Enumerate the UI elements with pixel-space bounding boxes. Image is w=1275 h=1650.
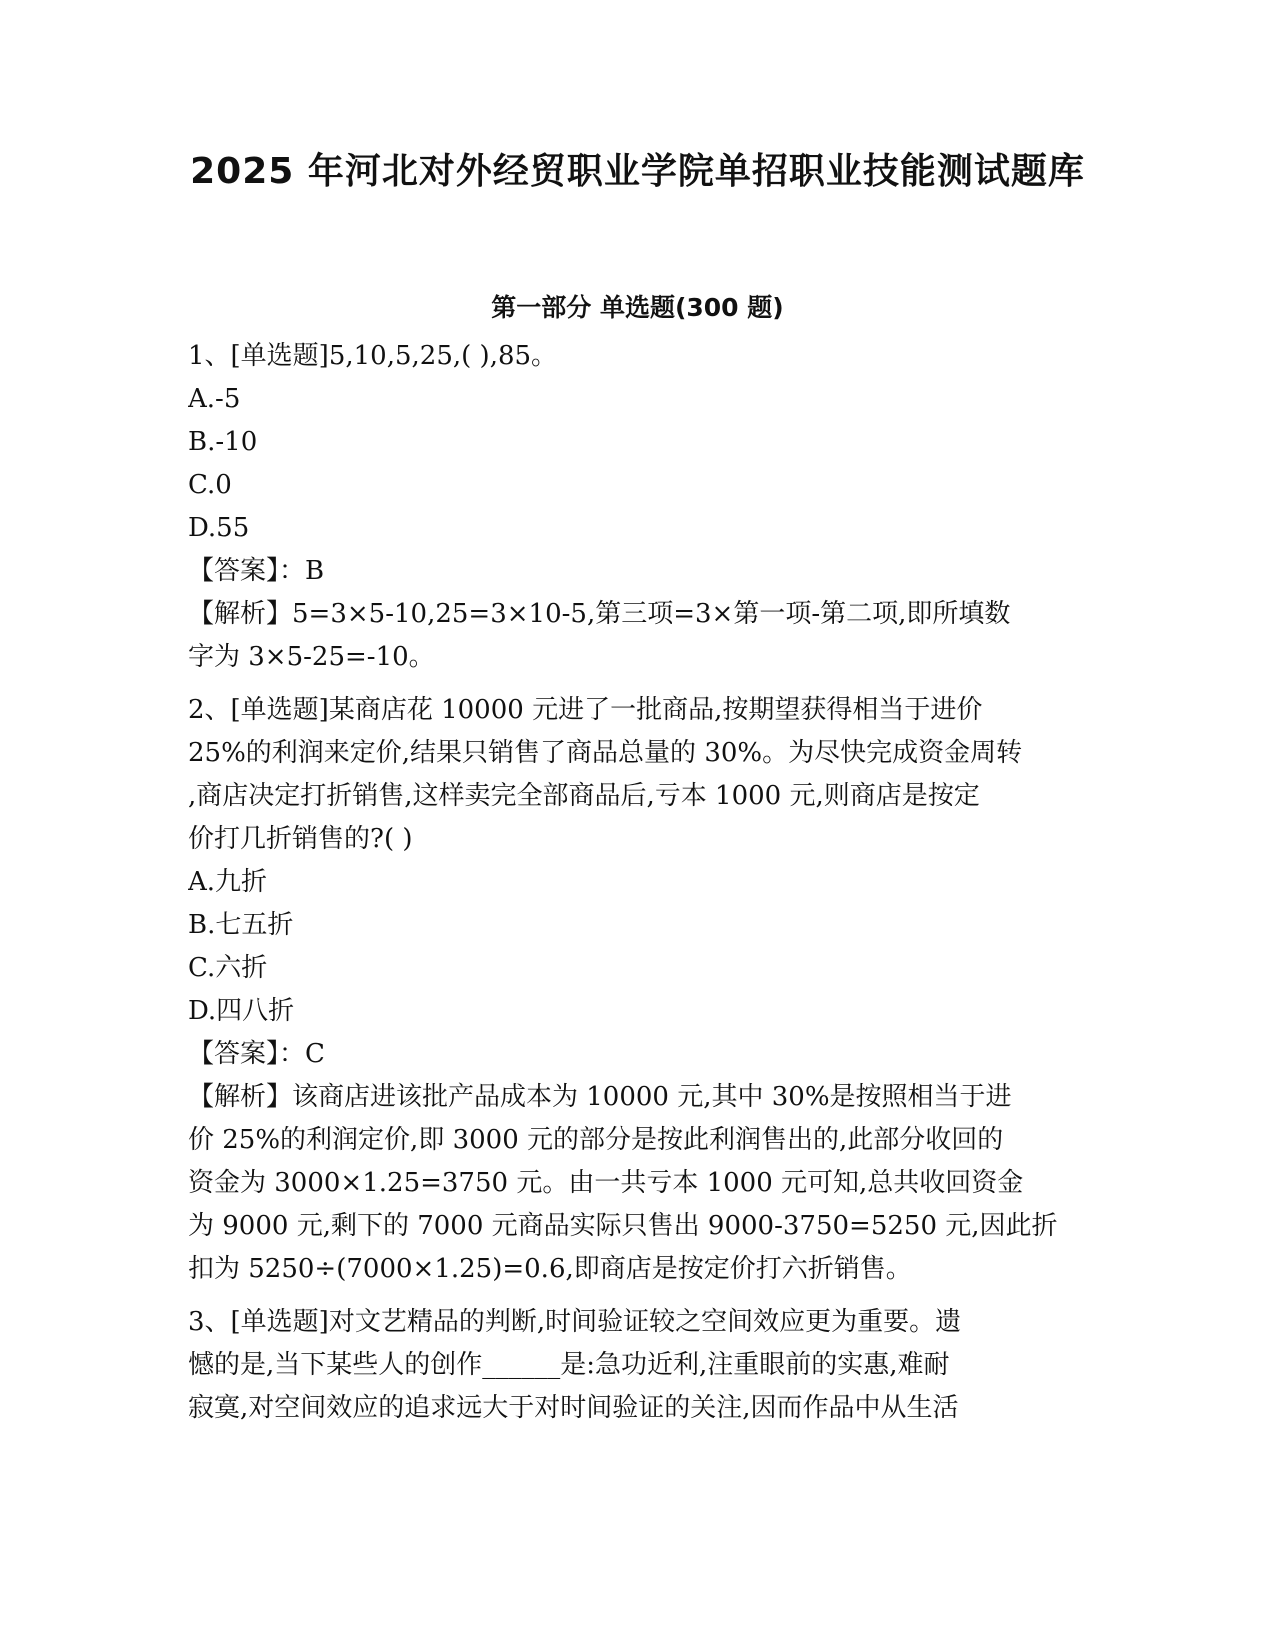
document-title: 2025 年河北对外经贸职业学院单招职业技能测试题库 <box>190 151 1085 192</box>
question-3 <box>188 1301 1068 1430</box>
analysis-line: 字为 3×5-25=-10。 <box>188 642 435 672</box>
option-c: C.0 <box>188 470 232 500</box>
analysis-line: 资金为 3000×1.25=3750 元。由一共亏本 1000 元可知,总共收回资金 <box>188 1168 1024 1198</box>
option-a: A.九折 <box>188 867 268 897</box>
question-stem-line: 价打几折销售的?( ) <box>188 824 413 854</box>
analysis-line: 扣为 5250÷(7000×1.25)=0.6,即商店是按定价打六折销售。 <box>188 1254 912 1284</box>
question-stem-line: 寂寞,对空间效应的追求远大于对时间验证的关注,因而作品中从生活 <box>188 1393 959 1423</box>
question-list <box>188 335 1068 1430</box>
question-stem-line: ,商店决定打折销售,这样卖完全部商品后,亏本 1000 元,则商店是按定 <box>188 781 980 811</box>
section-heading: 第一部分 单选题(300 题) <box>491 293 784 322</box>
analysis-line: 价 25%的利润定价,即 3000 元的部分是按此利润售出的,此部分收回的 <box>188 1125 1004 1155</box>
analysis-line: 为 9000 元,剩下的 7000 元商品实际只售出 9000-3750=5250 元,因此折 <box>188 1211 1058 1241</box>
option-c: C.六折 <box>188 953 268 983</box>
answer-line: 【答案】：B <box>188 556 325 586</box>
question-stem-line: 2、[单选题]某商店花 10000 元进了一批商品,按期望获得相当于进价 <box>188 695 983 725</box>
option-b: B.七五折 <box>188 910 294 940</box>
analysis-line: 【解析】该商店进该批产品成本为 10000 元,其中 30%是按照相当于进 <box>188 1082 1012 1112</box>
option-a: A.-5 <box>188 384 241 414</box>
option-b: B.-10 <box>188 427 258 457</box>
question-stem-line: 憾的是,当下某些人的创作______是:急功近利,注重眼前的实惠,难耐 <box>188 1350 950 1380</box>
analysis-line: 【解析】5=3×5-10,25=3×10-5,第三项=3×第一项-第二项,即所填数 <box>188 599 1011 629</box>
answer-line: 【答案】：C <box>188 1039 325 1069</box>
question-2 <box>188 689 1068 1291</box>
question-1 <box>188 335 1068 679</box>
question-stem-line: 3、[单选题]对文艺精品的判断,时间验证较之空间效应更为重要。遗 <box>188 1307 962 1337</box>
option-d: D.四八折 <box>188 996 295 1026</box>
question-stem-line: 1、[单选题]5,10,5,25,( ),85。 <box>188 341 558 371</box>
question-stem-line: 25%的利润来定价,结果只销售了商品总量的 30%。为尽快完成资金周转 <box>188 738 1023 768</box>
option-d: D.55 <box>188 513 250 543</box>
